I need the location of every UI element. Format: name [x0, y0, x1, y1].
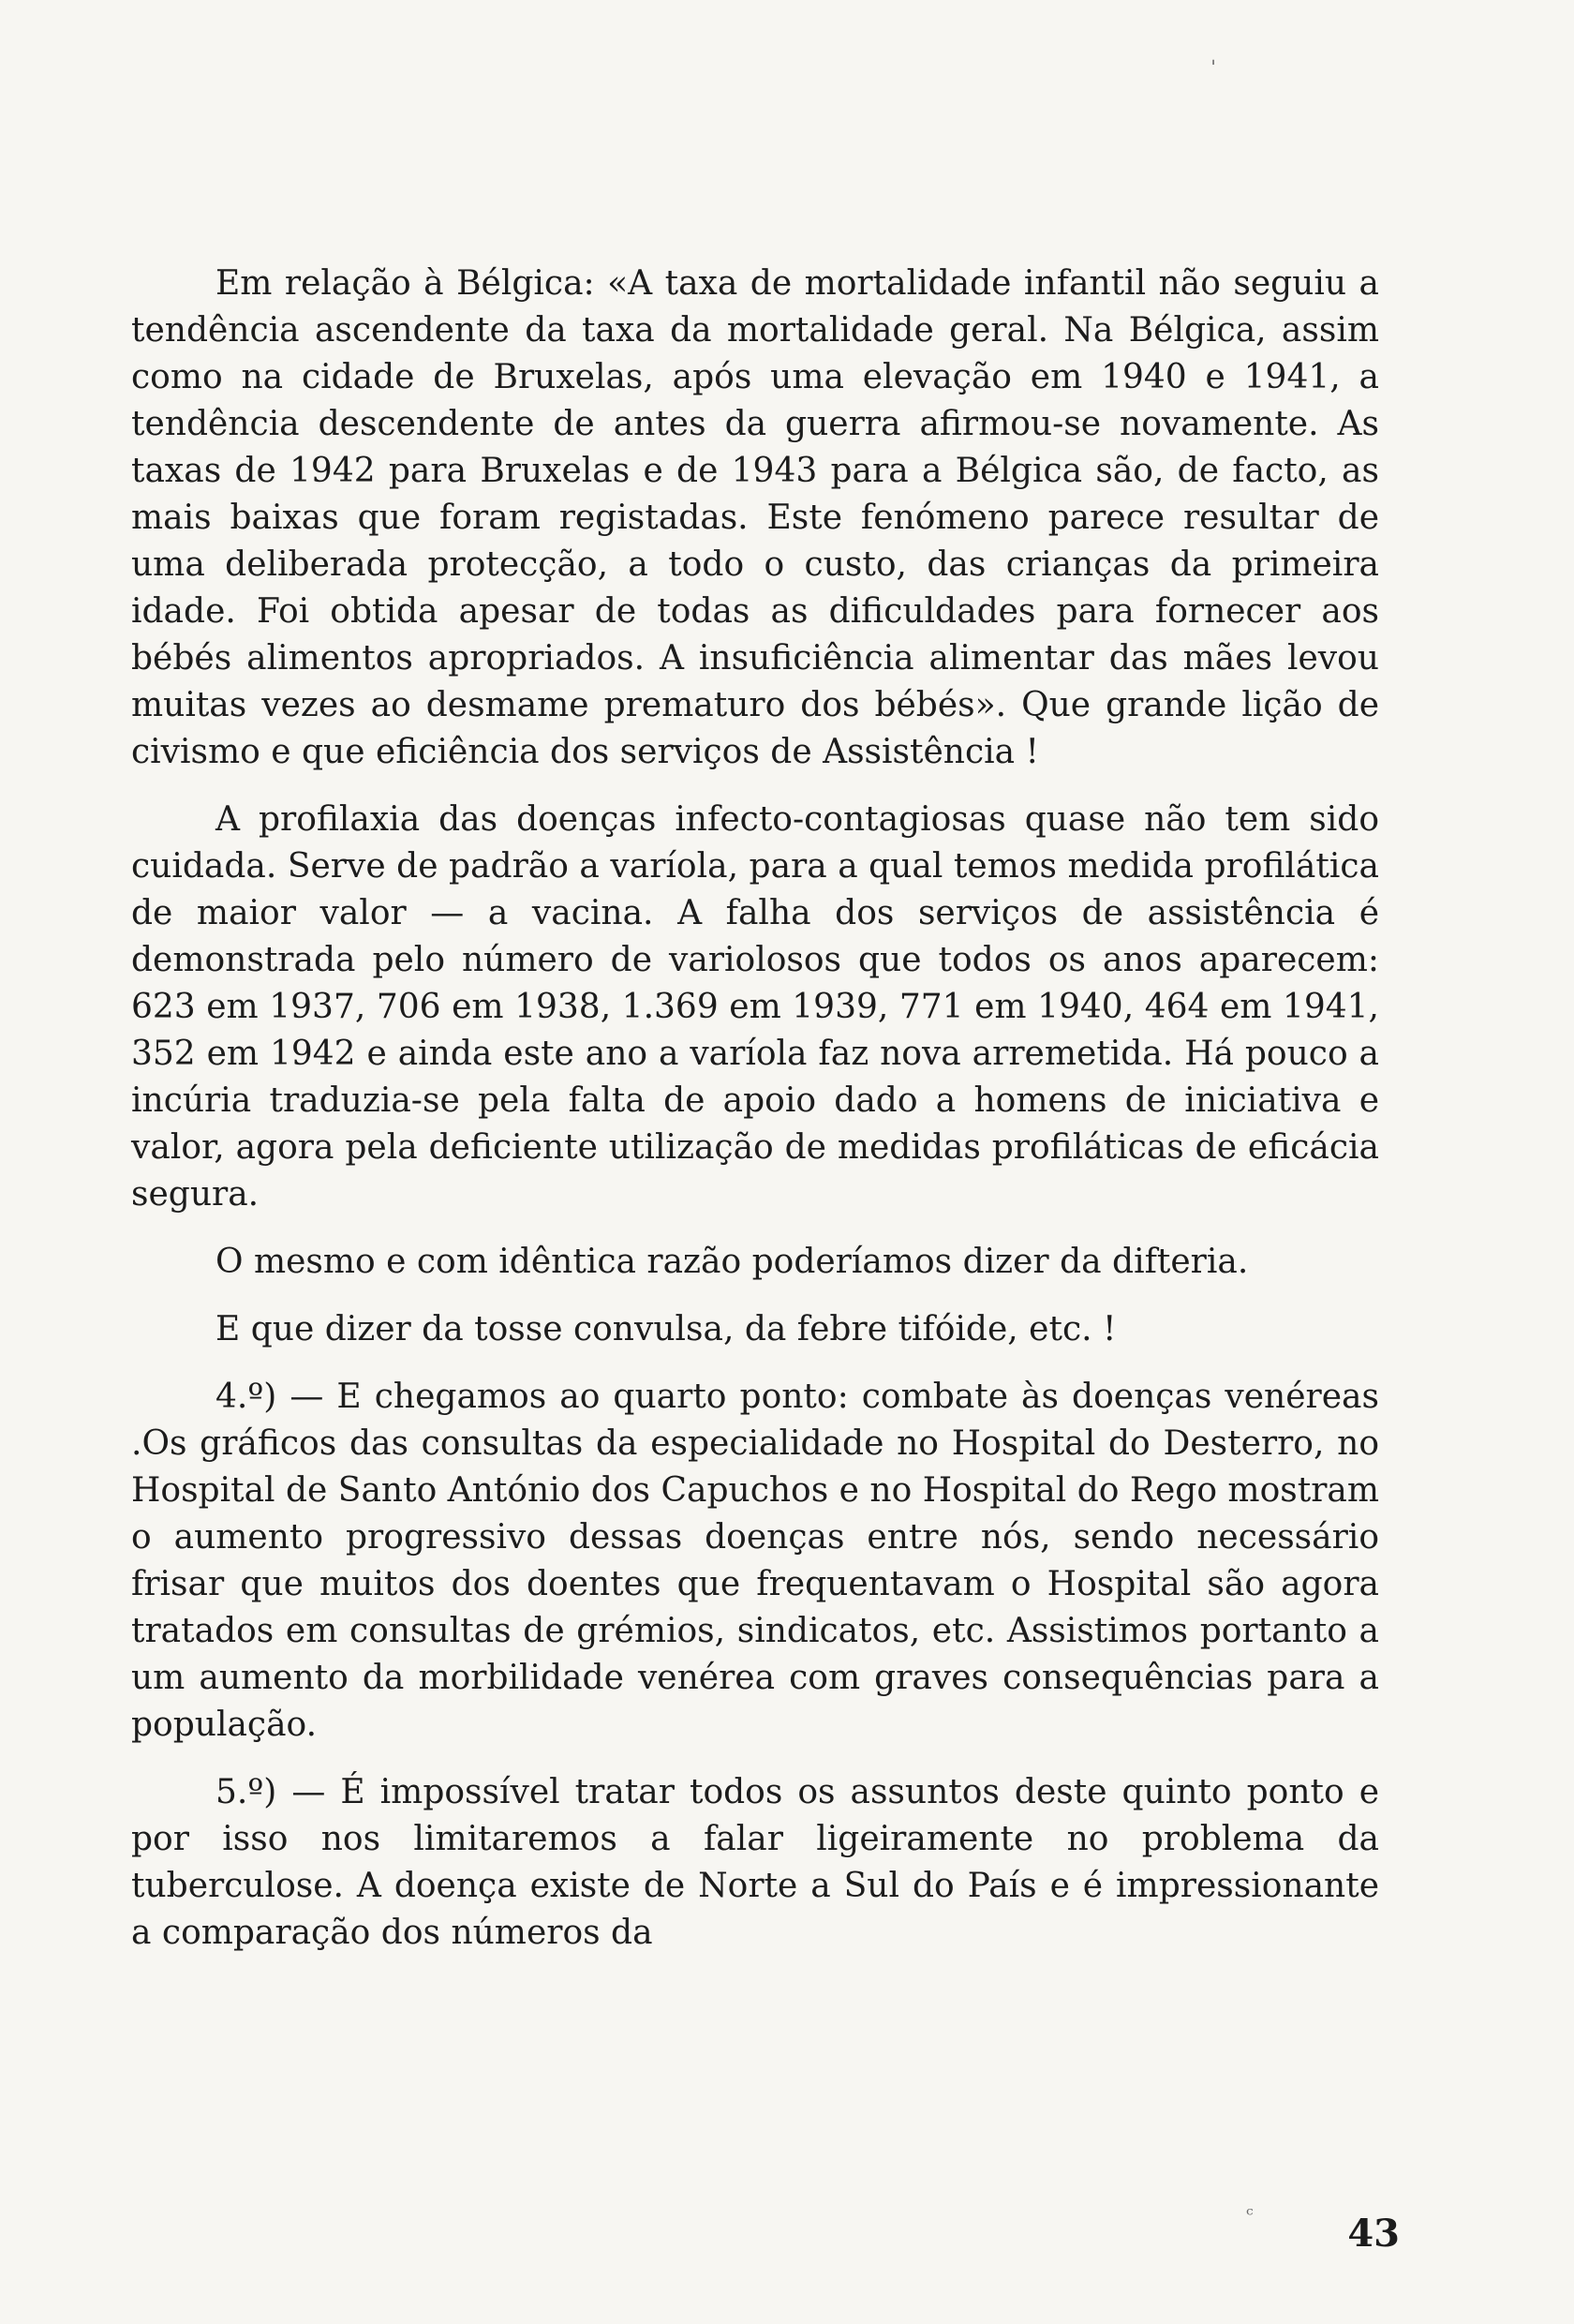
print-speck: ᶜ [1246, 2204, 1254, 2227]
paragraph-prophylaxis: A profilaxia das doenças infecto-contagiosas quase não tem sido cuidada. Serve de padrão a varíola, para a qual temos medida profilática de maior valor — a vacina. A falha dos serviços de assistência é demonstrada pelo número de variolosos que todos os anos aparecem: 623 em 1937, 706 em 1938, 1.369 em 1939, 771 em 1940, 464 em 1941, 352 em 1942 e ainda este ano a varíola faz nova arremetida. Há pouco a incúria traduzia-se pela falta de apoio dado a homens de iniciativa e valor, agora pela deficiente utilização de medidas profiláticas de eficácia segura. [131, 800, 1379, 1214]
body-text [131, 261, 1379, 1957]
paragraph-whooping-cough: E que dizer da tosse convulsa, da febre tifóide, etc. ! [215, 1310, 1117, 1348]
paragraph-belgium: Em relação à Bélgica: «A taxa de mortalidade infantil não seguiu a tendência ascendente da taxa da mortalidade geral. Na Bélgica, assim como na cidade de Bruxelas, após uma elevação em 1940 e 1941, a tendência descendente de antes da guerra afirmou-se novamente. As taxas de 1942 para Bruxelas e de 1943 para a Bélgica são, de facto, as mais baixas que foram registadas. Este fenómeno parece resultar de uma deliberada protecção, a todo o custo, das crianças da primeira idade. Foi obtida apesar de todas as dificuldades para fornecer aos bébés alimentos apropriados. A insuficiência alimentar das mães levou muitas vezes ao desmame prematuro dos bébés». Que grande lição de civismo e que eficiência dos serviços de Assistência ! [131, 264, 1379, 771]
print-speck: ˈ [1210, 58, 1217, 82]
paragraph-venereal-diseases: 4.º) — E chegamos ao quarto ponto: combate às doenças venéreas .Os gráficos das consultas da especialidade no Hospital do Desterro, no Hospital de Santo António dos Capuchos e no Hospital do Rego mostram o aumento progressivo dessas doenças entre nós, sendo necessário frisar que muitos dos doentes que frequentavam o Hospital são agora tratados em consultas de grémios, sindicatos, etc. Assistimos portanto a um aumento da morbilidade venérea com graves consequências para a população. [131, 1378, 1379, 1744]
paragraph-diphtheria: O mesmo e com idêntica razão poderíamos dizer da difteria. [215, 1243, 1249, 1281]
paragraph-tuberculosis: 5.º) — É impossível tratar todos os assuntos deste quinto ponto e por isso nos limitaremos a falar ligeiramente no problema da tuberculose. A doença existe de Norte a Sul do País e é impressionante a comparação dos números da [131, 1773, 1379, 1952]
page-number: 43 [1347, 2212, 1400, 2256]
